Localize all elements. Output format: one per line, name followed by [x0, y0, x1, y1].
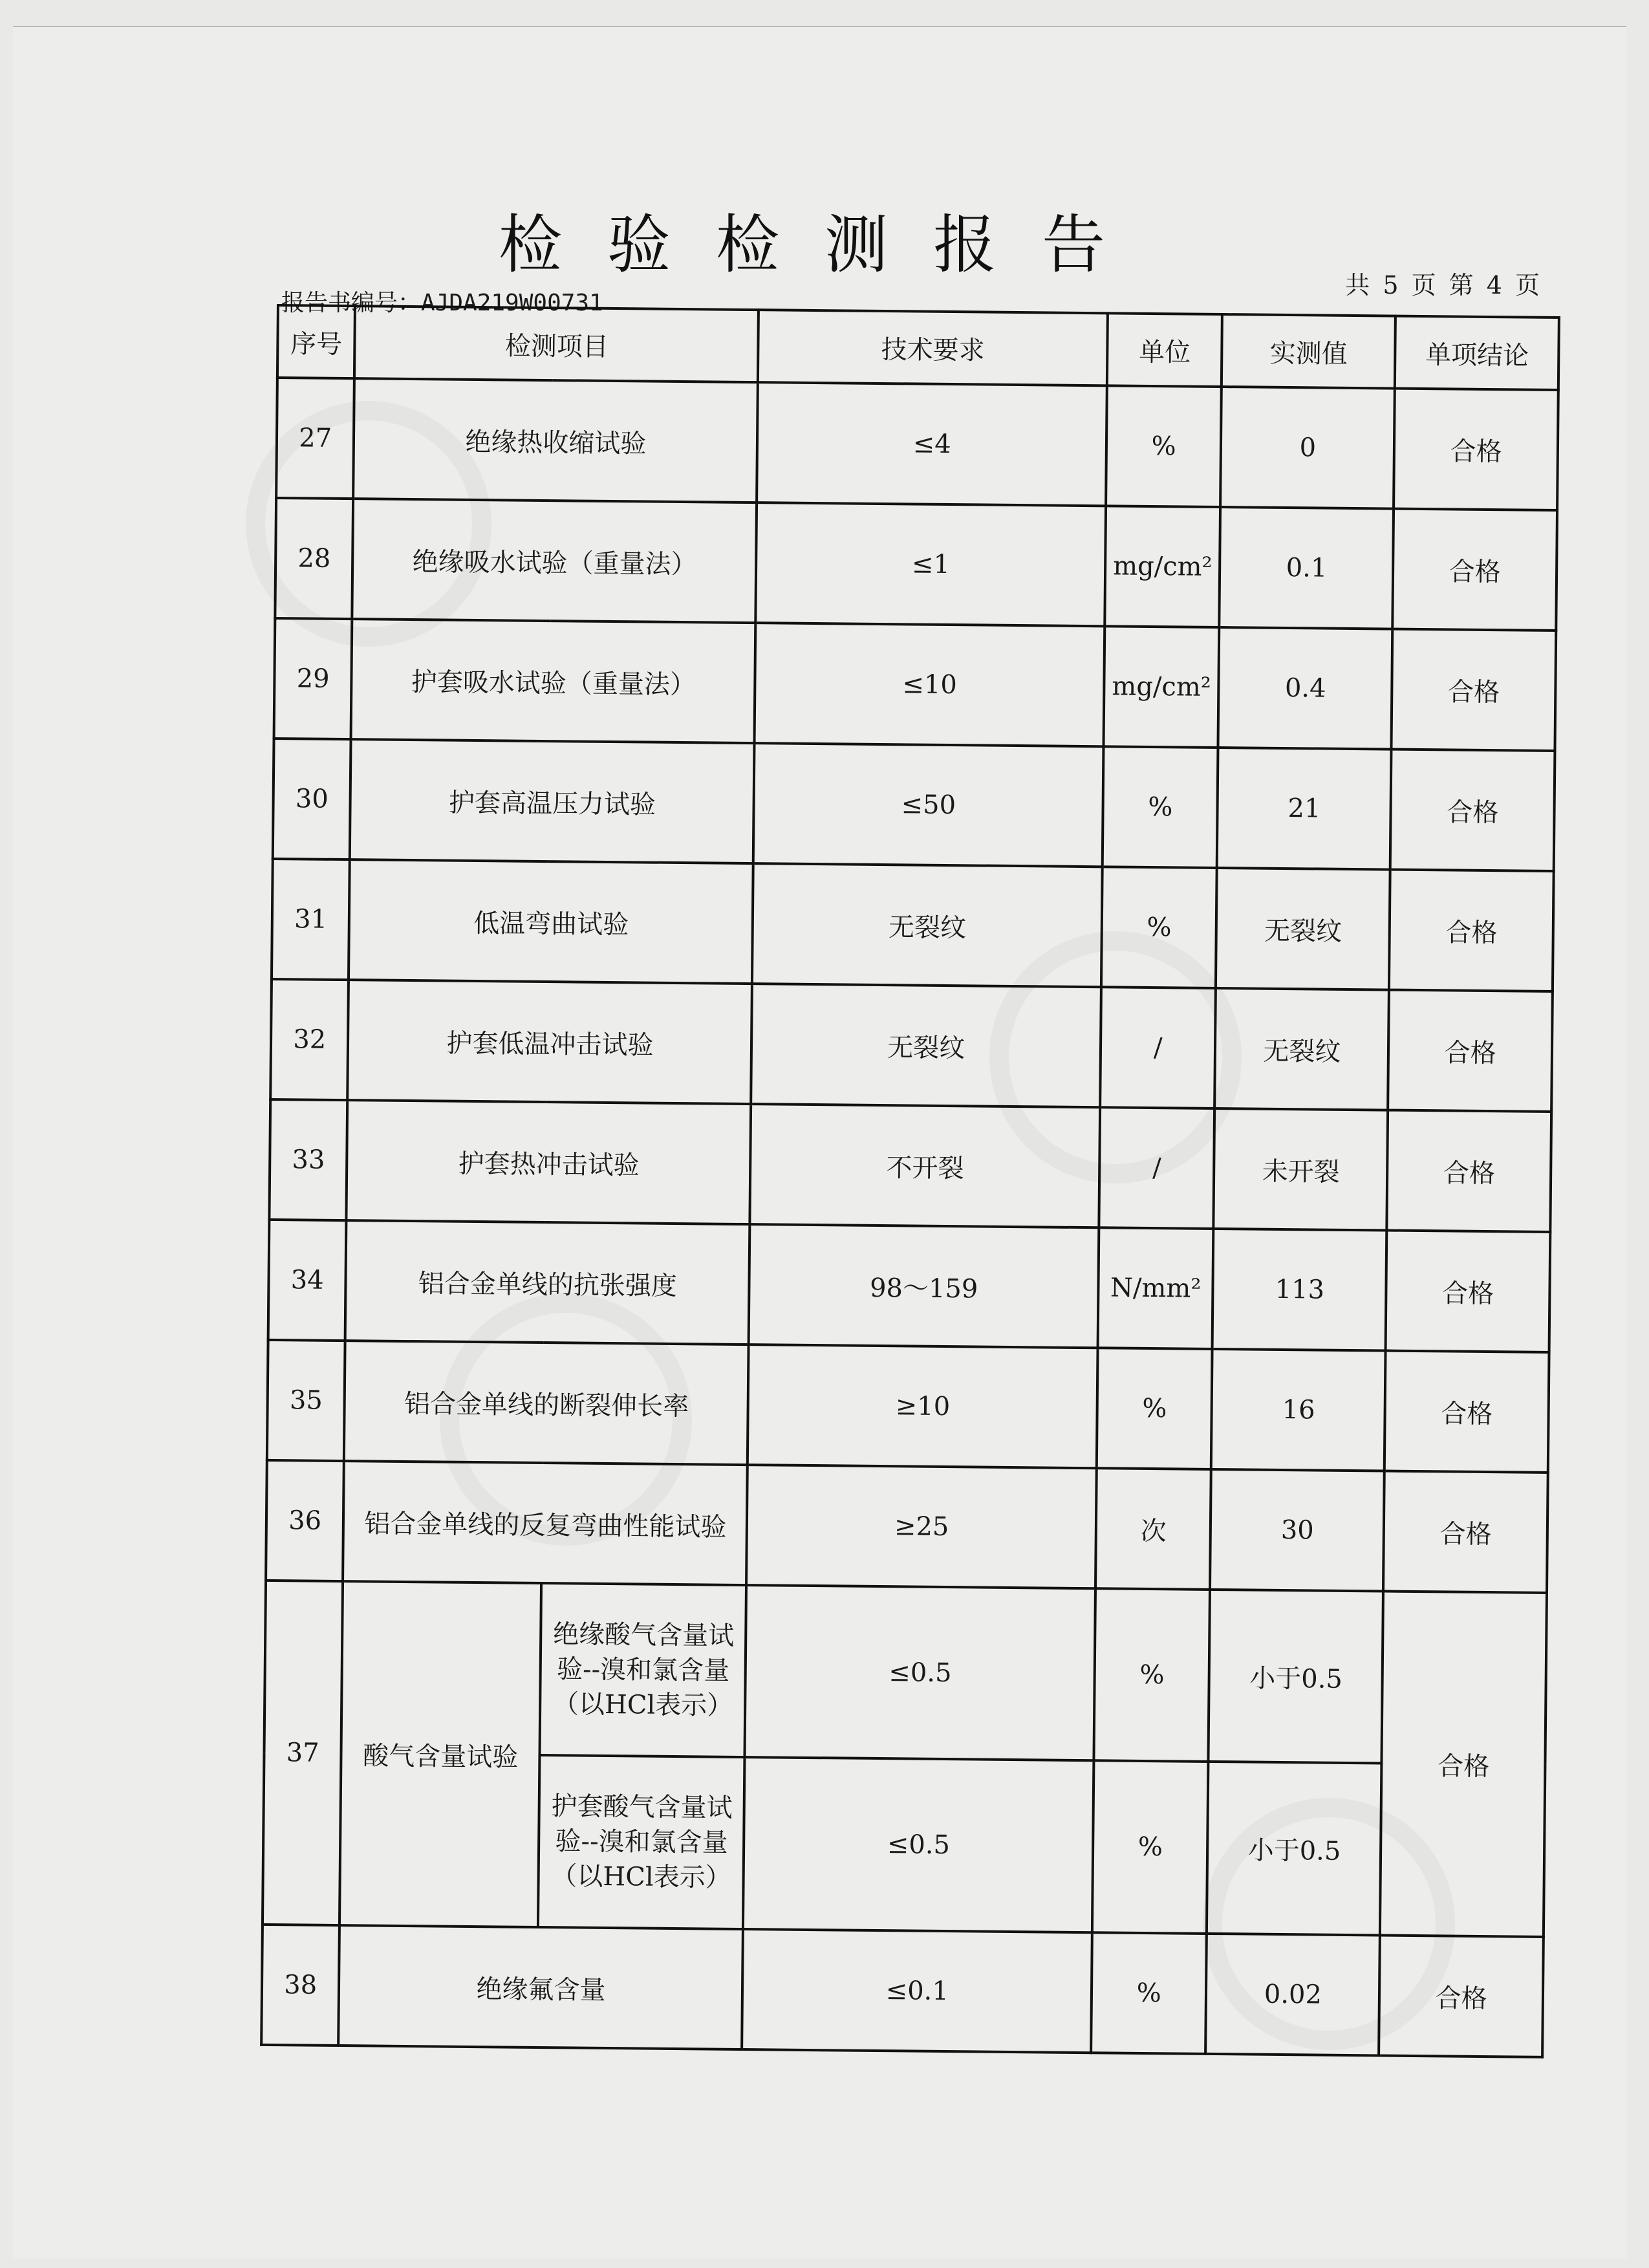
row-value: 30 — [1210, 1469, 1385, 1592]
row-number: 37 — [263, 1581, 343, 1925]
table-row — [274, 618, 1557, 751]
row-number: 38 — [261, 1925, 339, 2046]
row-unit: % — [1097, 1348, 1212, 1469]
row-unit: % — [1091, 1932, 1207, 2054]
row-unit: % — [1103, 746, 1218, 868]
row-value: 0.1 — [1220, 507, 1394, 629]
col-header-unit: 单位 — [1107, 313, 1222, 387]
row-value: 0.02 — [1206, 1934, 1381, 2056]
row-number: 36 — [266, 1460, 344, 1581]
row-result: 合格 — [1383, 1471, 1547, 1593]
row-result: 合格 — [1385, 1351, 1549, 1473]
row-result: 合格 — [1393, 509, 1557, 631]
row-result: 合格 — [1390, 750, 1555, 871]
row-number: 28 — [275, 498, 353, 619]
row-unit: 次 — [1095, 1468, 1211, 1590]
row-subitem: 护套酸气含量试验--溴和氯含量（以HCl表示） — [538, 1755, 745, 1929]
row-unit: % — [1092, 1760, 1209, 1934]
row-item: 护套低温冲击试验 — [348, 980, 753, 1104]
row-subitem: 绝缘酸气含量试验--溴和氯含量（以HCl表示） — [540, 1583, 747, 1757]
col-header-item: 检测项目 — [354, 306, 759, 382]
row-value: 无裂纹 — [1215, 988, 1390, 1110]
col-header-result: 单项结论 — [1395, 316, 1559, 390]
row-item: 铝合金单线的反复弯曲性能试验 — [343, 1461, 748, 1585]
row-unit: / — [1099, 1107, 1214, 1229]
row-result: 合格 — [1389, 870, 1553, 991]
row-number: 30 — [273, 739, 351, 859]
report-number: 报告书编号：AJDA219W00731 — [281, 290, 603, 316]
row-item: 绝缘吸水试验（重量法） — [352, 499, 757, 623]
row-requirement: ≥10 — [748, 1345, 1097, 1468]
row-item: 绝缘热收缩试验 — [354, 378, 759, 502]
page-count: 共 5 页 第 4 页 — [1345, 271, 1542, 299]
row-value: 小于0.5 — [1207, 1762, 1382, 1936]
row-unit: mg/cm² — [1105, 506, 1220, 627]
row-item: 酸气含量试验 — [339, 1581, 541, 1927]
row-value: 16 — [1211, 1349, 1386, 1471]
row-unit: mg/cm² — [1104, 626, 1220, 748]
table-row — [267, 1340, 1549, 1473]
row-requirement: ≤0.5 — [743, 1757, 1094, 1932]
row-number: 32 — [270, 979, 349, 1100]
row-value: 小于0.5 — [1209, 1590, 1384, 1764]
table-row — [266, 1460, 1548, 1593]
row-result: 合格 — [1387, 1110, 1551, 1232]
results-table — [260, 304, 1560, 2058]
row-unit: N/mm² — [1098, 1227, 1214, 1349]
report-title: 检验检测报告 — [498, 208, 1150, 282]
row-item: 护套热冲击试验 — [347, 1100, 751, 1224]
table-header-row — [277, 305, 1559, 390]
table-row — [272, 859, 1554, 991]
row-result: 合格 — [1380, 1592, 1547, 1937]
table-row — [276, 378, 1558, 510]
row-value: 113 — [1212, 1229, 1387, 1351]
row-requirement: ≤0.1 — [742, 1929, 1092, 2053]
row-requirement: ≤4 — [757, 382, 1107, 506]
row-requirement: 不开裂 — [750, 1104, 1100, 1227]
table-row — [264, 1581, 1546, 1765]
row-unit: % — [1101, 867, 1217, 988]
row-value: 无裂纹 — [1216, 868, 1390, 990]
row-requirement: 无裂纹 — [752, 863, 1102, 987]
row-result: 合格 — [1379, 1935, 1544, 2057]
row-requirement: ≤0.5 — [745, 1585, 1095, 1760]
row-value: 0 — [1220, 387, 1395, 509]
row-requirement: ≥25 — [747, 1465, 1097, 1588]
row-item: 铝合金单线的断裂伸长率 — [344, 1341, 749, 1465]
col-header-no: 序号 — [277, 305, 355, 378]
row-result: 合格 — [1394, 389, 1558, 510]
table-row — [273, 739, 1555, 871]
row-value: 0.4 — [1218, 627, 1393, 750]
col-header-value: 实测值 — [1222, 314, 1396, 389]
table-row — [275, 498, 1557, 631]
row-number: 33 — [269, 1099, 347, 1220]
col-header-requirement: 技术要求 — [758, 310, 1108, 385]
table-row — [269, 1099, 1551, 1232]
row-requirement: 无裂纹 — [751, 984, 1101, 1107]
row-item: 铝合金单线的抗张强度 — [345, 1220, 750, 1345]
row-result: 合格 — [1392, 629, 1556, 751]
row-requirement: ≤50 — [753, 743, 1103, 867]
row-number: 29 — [274, 618, 352, 739]
row-unit: % — [1106, 385, 1222, 507]
row-result: 合格 — [1386, 1231, 1550, 1352]
row-number: 35 — [267, 1340, 345, 1461]
row-value: 21 — [1217, 748, 1392, 870]
row-requirement: ≤10 — [755, 623, 1105, 746]
table-row — [268, 1220, 1551, 1352]
row-item: 低温弯曲试验 — [349, 859, 753, 984]
row-result: 合格 — [1388, 990, 1553, 1112]
row-item: 护套吸水试验（重量法） — [351, 619, 756, 743]
row-item: 护套高温压力试验 — [350, 739, 755, 863]
row-unit: / — [1100, 987, 1216, 1108]
row-unit: % — [1094, 1588, 1210, 1762]
row-number: 34 — [268, 1220, 347, 1341]
table-row — [261, 1925, 1544, 2057]
row-requirement: ≤1 — [756, 502, 1106, 626]
row-value: 未开裂 — [1214, 1108, 1388, 1231]
row-number: 27 — [276, 378, 354, 499]
row-requirement: 98～159 — [749, 1224, 1099, 1348]
row-item: 绝缘氟含量 — [339, 1925, 744, 2049]
table-row — [270, 979, 1553, 1112]
row-number: 31 — [272, 859, 350, 980]
